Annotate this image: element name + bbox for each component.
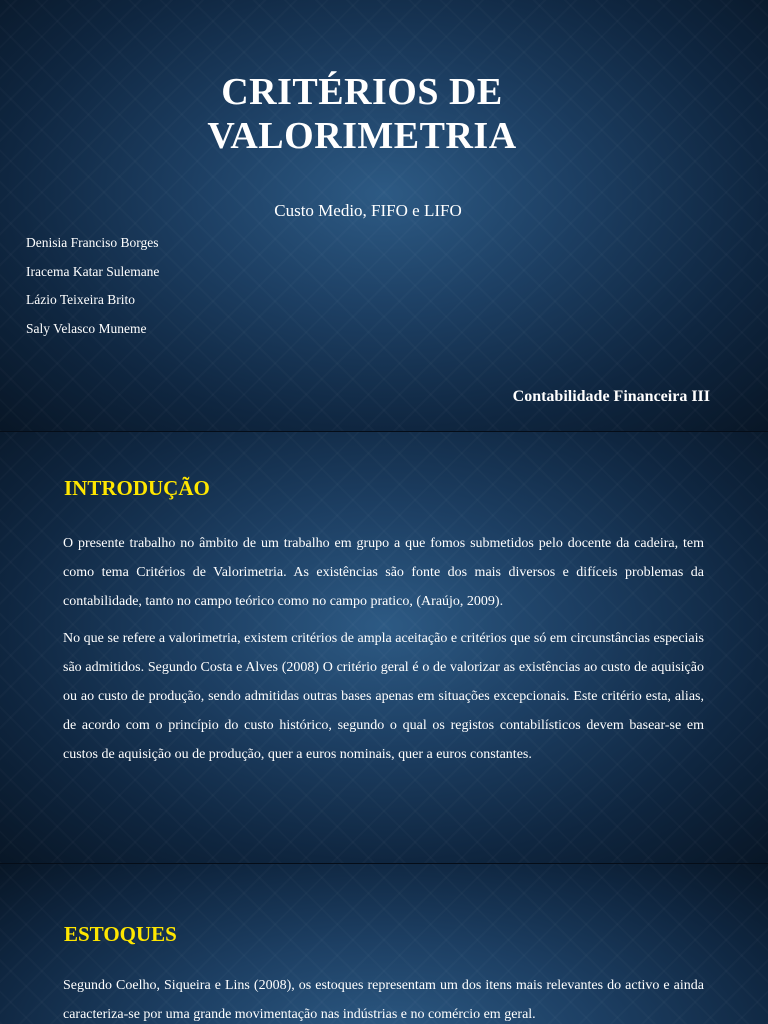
stocks-body <box>63 971 704 1024</box>
title-line-1: CRITÉRIOS DE <box>221 71 503 113</box>
author-item: Lázio Teixeira Brito <box>26 292 136 308</box>
stocks-heading: ESTOQUES <box>64 922 177 946</box>
paragraph: Segundo Coelho, Siqueira e Lins (2008), os estoques representam um dos itens mais relevantes do activo e ainda caracteriza-se por uma grande movimentação nas indústrias e no comércio em geral. <box>63 978 704 1022</box>
paragraph: O presente trabalho no âmbito de um trabalho em grupo a que fomos submetidos pelo docente da cadeira, tem como tema Critérios de Valorimetria. As existências são fonte dos mais diversos e difíceis problemas da contabilidade, tanto no campo teórico como no campo pratico, (Araújo, 2009). <box>63 536 704 609</box>
title-line-2: VALORIMETRIA <box>207 115 517 157</box>
author-item: Iracema Katar Sulemane <box>26 263 160 279</box>
introduction-heading: INTRODUÇÃO <box>64 476 210 500</box>
author-item: Denisia Franciso Borges <box>26 235 159 250</box>
author-list <box>26 234 159 349</box>
introduction-body <box>63 529 704 777</box>
title-slide <box>0 0 768 432</box>
stocks-slide <box>0 864 768 1024</box>
paragraph: No que se refere a valorimetria, existem critérios de ampla aceitação e critérios que só em circunstâncias especiais são admitidos. Segundo Costa e Alves (2008) O critério geral é o de valorizar as existências ao custo de aquisição ou ao custo de produção, sendo admitidas outras bases apenas em situações excepcionais. Este critério esta, alias, de acordo com o princípio do custo histórico, segundo o qual os registos contabilísticos devem basear-se em custos de aquisição ou de produção, quer a euros nominais, quer a euros constantes. <box>63 631 704 762</box>
presentation-title <box>0 70 724 158</box>
author-item: Saly Velasco Muneme <box>26 321 147 337</box>
presentation-subtitle: Custo Medio, FIFO e LIFO <box>274 201 462 220</box>
course-name: Contabilidade Financeira III <box>512 388 710 405</box>
introduction-slide <box>0 432 768 864</box>
